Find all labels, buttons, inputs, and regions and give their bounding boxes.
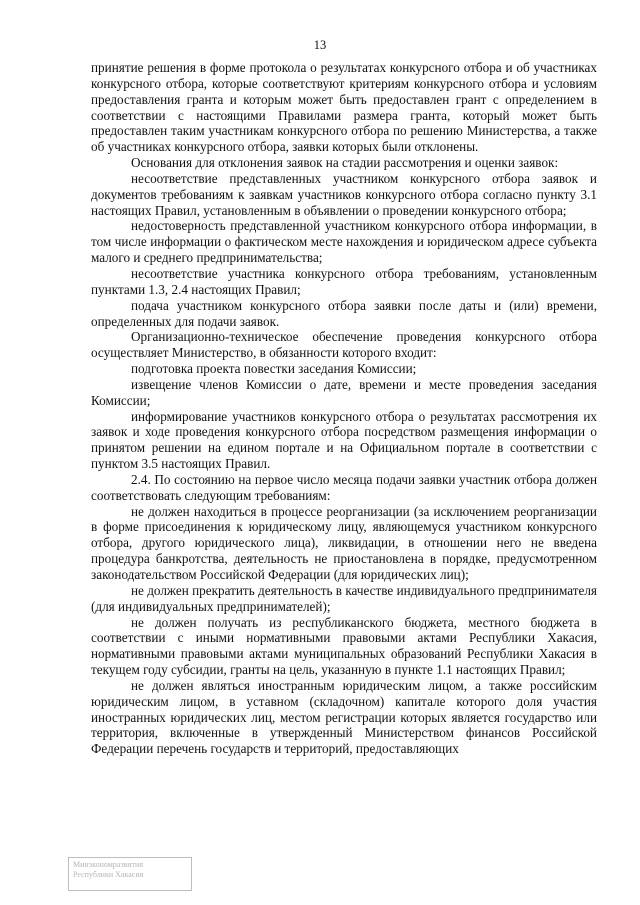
paragraph: не должен являться иностранным юридическим лицом, а также российским юридическим лицом, в уставном (складочном) капитале которого доля участия иностранных юридических лиц, местом регистрации которых является государство или территория, включенные в утвержденный Министерством финансов Российской Федерации перечень государств и территорий, предоставляющих bbox=[91, 677, 597, 757]
paragraph: несоответствие представленных участником конкурсного отбора заявок и документов требованиям к заявкам участников конкурсного отбора согласно пункту 3.1 настоящих Правил, установленным в объявлении о проведении конкурсного отбора; bbox=[91, 170, 597, 218]
paragraph: подготовка проекта повестки заседания Комиссии; bbox=[131, 361, 417, 377]
paragraph: не должен прекратить деятельность в качестве индивидуального предпринимателя (для индивидуальных предпринимателей); bbox=[91, 582, 597, 614]
paragraph: недостоверность представленной участником конкурсного отбора информации, в том числе информации о фактическом месте нахождения и юридическом адресе субъекта малого и среднего предпринимательства; bbox=[91, 218, 597, 266]
paragraph: принятие решения в форме протокола о результатах конкурсного отбора и об участниках конкурсного отбора, которые соответствуют критериям конкурсного отбора и условиям предоставления гранта и которым может быть предоставлен грант с определением в соответствии с настоящими Правилами размера гранта, который может быть предоставлен таким участникам конкурсного отбора по решению Министерства, а также об участниках конкурсного отбора, заявки которых были отклонены. bbox=[91, 60, 597, 155]
paragraph: Основания для отклонения заявок на стадии рассмотрения и оценки заявок: bbox=[131, 155, 559, 171]
paragraph: Организационно-техническое обеспечение проведения конкурсного отбора осуществляет Министерство, в обязанности которого входит: bbox=[91, 329, 597, 361]
document-body bbox=[91, 60, 597, 757]
paragraph: информирование участников конкурсного отбора о результатах рассмотрения их заявок и ходе проведения конкурсного отбора посредством размещения информации о принятом решении на едином портале и на Официальном портале в соответствии с пунктом 3.5 настоящих Правил. bbox=[91, 408, 597, 472]
paragraph: извещение членов Комиссии о дате, времени и месте проведения заседания Комиссии; bbox=[91, 376, 597, 408]
registration-stamp bbox=[68, 857, 192, 891]
paragraph: 2.4. По состоянию на первое число месяца подачи заявки участник отбора должен соответствовать следующим требованиям: bbox=[91, 471, 597, 503]
page-number: 13 bbox=[313, 38, 327, 52]
paragraph: не должен находиться в процессе реорганизации (за исключением реорганизации в форме присоединения к юридическому лицу, являющемуся участником конкурсного отбора, другого юридического лица), ликвидации, в отношении него не введена процедура банкротства, деятельность не приостановлена в порядке, предусмотренном законодательством Российской Федерации (для юридических лиц); bbox=[91, 503, 597, 582]
paragraph: не должен получать из республиканского бюджета, местного бюджета в соответствии с иными нормативными правовыми актами Республики Хакасия, нормативными правовыми актами муниципальных образований Республики Хакасия в текущем году субсидии, гранты на цель, указанную в пункте 1.1 настоящих Правил; bbox=[91, 614, 597, 678]
paragraph: подача участником конкурсного отбора заявки после даты и (или) времени, определенных для подачи заявок. bbox=[91, 297, 597, 329]
stamp-line: Минэкономразвития bbox=[73, 860, 144, 869]
stamp-line: Республики Хакасия bbox=[73, 870, 144, 879]
paragraph: несоответствие участника конкурсного отбора требованиям, установленным пунктами 1.3, 2.4 настоящих Правил; bbox=[91, 265, 597, 297]
